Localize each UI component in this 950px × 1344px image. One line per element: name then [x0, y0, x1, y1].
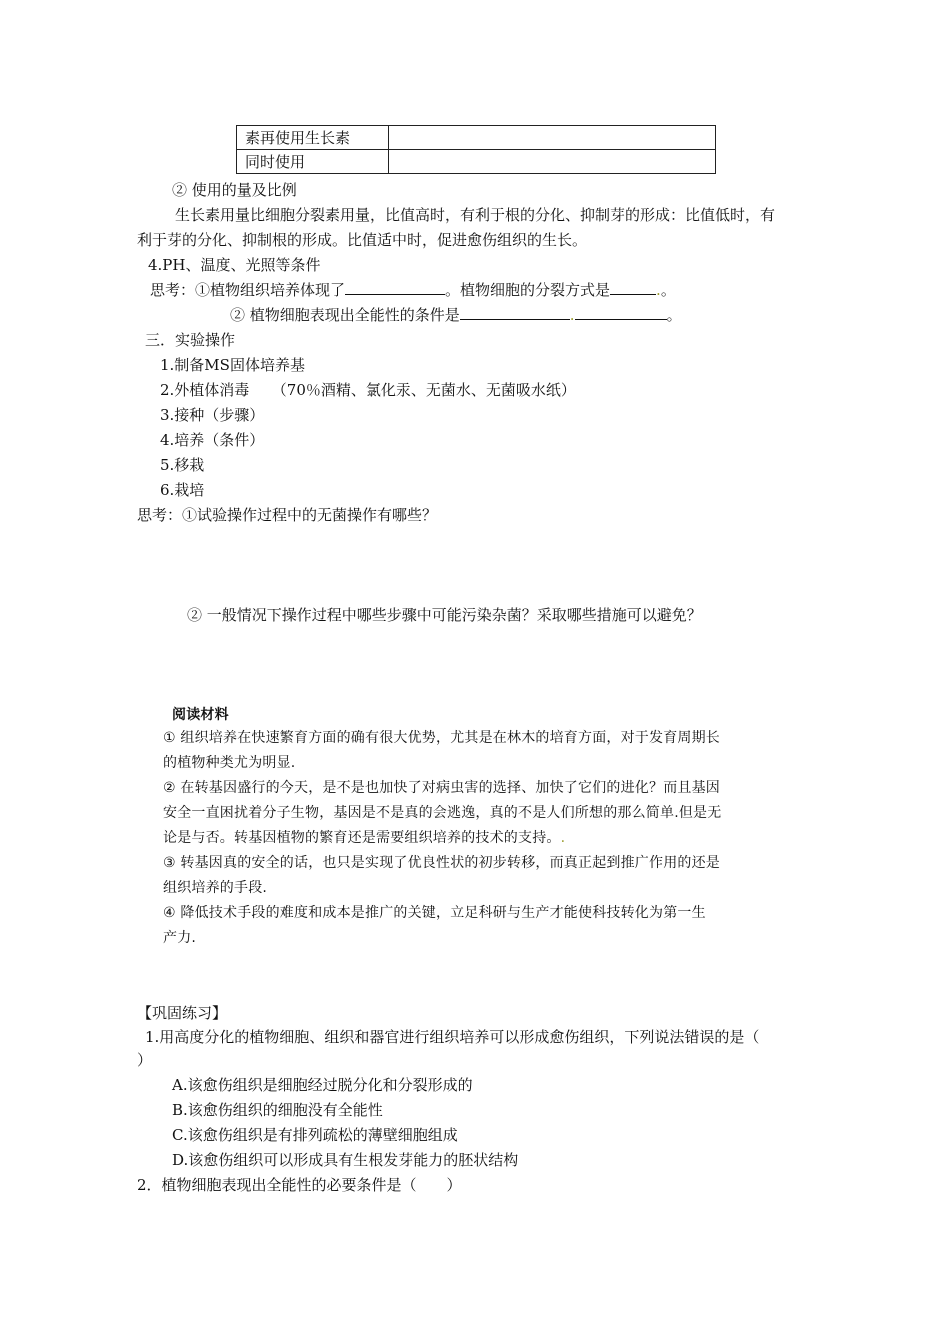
- table-row: [237, 150, 716, 174]
- ratio-paragraph-line2: 利于芽的分化、抑制根的形成。比值适中时，促进愈伤组织的生长。: [137, 231, 588, 249]
- table-cell-label: 同时使用: [237, 150, 389, 174]
- experiment-think-q2: ② 一般情况下操作过程中哪些步骤中可能污染杂菌？采取哪些措施可以避免？: [187, 606, 702, 624]
- marker-dot: .: [656, 281, 661, 299]
- experiment-step: 3.接种（步骤）: [160, 406, 265, 424]
- reading-line: 组织培养的手段.: [163, 880, 268, 896]
- option-d: D.该愈伤组织可以形成具有生根发芽能力的胚状结构: [172, 1151, 519, 1169]
- table-cell-value: [389, 126, 716, 150]
- think-prefix: 思考：①植物组织培养体现了: [150, 281, 346, 299]
- reading-line: ④ 降低技术手段的难度和成本是推广的关键，立足科研与生产才能使科技转化为第一生: [163, 905, 706, 921]
- reading-line-text: 论是与否。转基因植物的繁育还是需要组织培养的技术的支持。: [163, 830, 561, 846]
- ratio-heading: ② 使用的量及比例: [172, 181, 297, 199]
- question-1: 1.用高度分化的植物细胞、组织和器官进行组织培养可以形成愈伤组织，下列说法错误的是（: [145, 1028, 760, 1046]
- experiment-think-q1: 思考：①试验操作过程中的无菌操作有哪些？: [137, 506, 438, 524]
- option-c: C.该愈伤组织是有排列疏松的薄壁细胞组成: [172, 1126, 458, 1144]
- reading-line: ③ 转基因真的安全的话，也只是实现了优良性状的初步转移，而真正起到推广作用的还是: [163, 855, 720, 871]
- question-1-continuation: ）: [137, 1051, 153, 1069]
- think-end: 。: [660, 281, 676, 299]
- reading-line: 产力.: [163, 930, 197, 946]
- answer-blank[interactable]: [345, 280, 445, 295]
- experiment-step: 2.外植体消毒 （70％酒精、氯化汞、无菌水、无菌吸水纸）: [160, 381, 576, 399]
- think-line2-prefix: ② 植物细胞表现出全能性的条件是: [230, 306, 460, 324]
- table-cell-value: [389, 150, 716, 174]
- reading-line: ② 在转基因盛行的今天，是不是也加快了对病虫害的选择、加快了它们的进化？而且基因: [163, 780, 720, 796]
- answer-blank[interactable]: [575, 305, 667, 320]
- experiment-step: 4.培养（条件）: [160, 431, 265, 449]
- experiment-step: 1.制备MS固体培养基: [160, 356, 305, 374]
- reading-line: 的植物种类尤为明显.: [163, 755, 296, 771]
- reading-title: 阅读材料: [172, 707, 229, 723]
- think-mid: 。植物细胞的分裂方式是: [445, 281, 611, 299]
- marker-dot: .: [569, 306, 575, 324]
- option-a: A.该愈伤组织是细胞经过脱分化和分裂形成的: [172, 1076, 473, 1094]
- marker-dot: .: [560, 830, 566, 846]
- experiment-step: 5.移栽: [160, 456, 205, 474]
- think-question-2: [230, 305, 682, 325]
- table-row: [237, 126, 716, 150]
- answer-blank[interactable]: [460, 305, 570, 320]
- answer-blank[interactable]: [610, 280, 656, 295]
- conditions-item: 4.PH、温度、光照等条件: [148, 256, 321, 274]
- think-line2-end: 。: [666, 306, 682, 324]
- question-2: 2．植物细胞表现出全能性的必要条件是（ ）: [137, 1176, 462, 1194]
- think-question-1: [150, 280, 676, 300]
- experiment-heading: 三．实验操作: [145, 331, 236, 349]
- ratio-paragraph-line1: 生长素用量比细胞分裂素用量，比值高时，有利于根的分化、抑制芽的形成：比值低时，有: [175, 206, 776, 224]
- option-b: B.该愈伤组织的细胞没有全能性: [172, 1101, 383, 1119]
- table-cell-label: 素再使用生长素: [237, 126, 389, 150]
- practice-heading: 【巩固练习】: [137, 1004, 228, 1022]
- experiment-step: 6.栽培: [160, 481, 205, 499]
- reading-line: [163, 828, 565, 848]
- reading-line: ① 组织培养在快速繁育方面的确有很大优势，尤其是在林木的培育方面，对于发育周期长: [163, 730, 720, 746]
- hormone-usage-table: [236, 125, 716, 174]
- reading-line: 安全一直困扰着分子生物，基因是不是真的会逃逸，真的不是人们所想的那么简单.但是无: [163, 805, 722, 821]
